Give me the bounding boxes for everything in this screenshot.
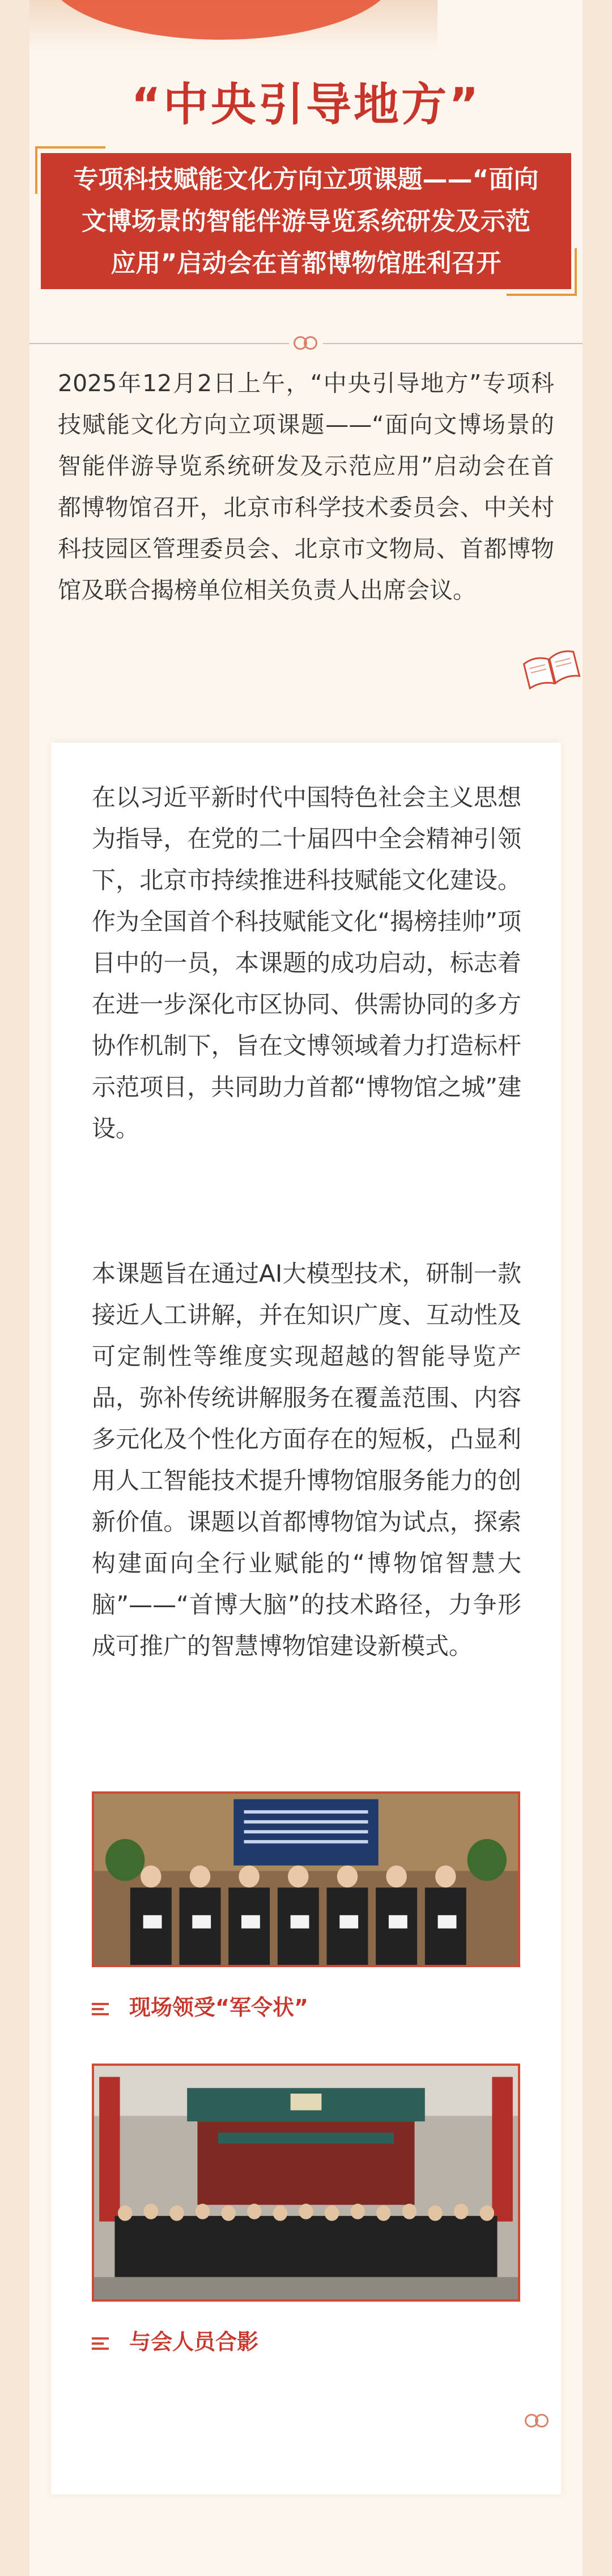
photo-signing xyxy=(92,1791,520,1967)
caption-text: 现场领受“军令状” xyxy=(129,1995,308,2020)
banner-text xyxy=(41,153,571,289)
body-paragraph-1: 在以习近平新时代中国特色社会主义思想为指导，在党的二十届四中全会精神引领下，北京市持续推进科技赋能文化建设。作为全国首个科技赋能文化“揭榜挂帅”项目中的一员，本课题的成功启动，标志着在进一步深化市区协同、供需协同的多方协作机制下，旨在文博领域着力打造标杆示范项目，共同助力首都“博物馆之城”建设。 xyxy=(92,783,521,1142)
body-paragraph-2: 本课题旨在通过AI大模型技术，研制一款接近人工讲解，并在知识广度、互动性及可定制性等维度实现超越的智能导览产品，弥补传统讲解服务在覆盖范围、内容多元化及个性化方面存在的短板，凸显利用人工智能技术提升博物馆服务能力的创新价值。课题以首都博物馆为试点，探索构建面向全行业赋能的“博物馆智慧大脑”——“首博大脑”的技术路径，力争形成可推广的智慧博物馆建设新模式。 xyxy=(92,1260,521,1660)
banner-line: 专项科技赋能文化方向立项课题——“面向 xyxy=(73,165,539,194)
right-decor-strip xyxy=(583,0,612,2576)
body-card xyxy=(51,743,561,2494)
list-bars-icon xyxy=(92,2334,109,2353)
photo-caption-2 xyxy=(92,2324,258,2355)
title-banner xyxy=(41,153,571,289)
open-book-icon xyxy=(520,646,583,692)
list-bars-icon xyxy=(92,2000,109,2018)
photo-group xyxy=(92,2064,520,2302)
caption-text: 与会人员合影 xyxy=(129,2329,259,2354)
photo-caption-1 xyxy=(92,1990,308,2021)
end-rings-icon xyxy=(520,2409,554,2432)
headline: “中央引导地方” xyxy=(131,78,481,131)
article-content xyxy=(29,0,583,2576)
banner-line: 应用”启动会在首都博物馆胜利召开 xyxy=(110,249,502,278)
intro-paragraph: 2025年12月2日上午，“中央引导地方”专项科技赋能文化方向立项课题——“面向文博场景的智能伴游导览系统研发及示范应用”启动会在首都博物馆召开，北京市科学技术委员会、中关村科技园区管理委员会、北京市文物局、首都博物馆及联合揭榜单位相关负责人出席会议。 xyxy=(58,370,554,604)
left-decor-strip xyxy=(0,0,29,2576)
rings-icon xyxy=(289,332,323,354)
banner-line: 文博场景的智能伴游导览系统研发及示范 xyxy=(82,207,530,236)
